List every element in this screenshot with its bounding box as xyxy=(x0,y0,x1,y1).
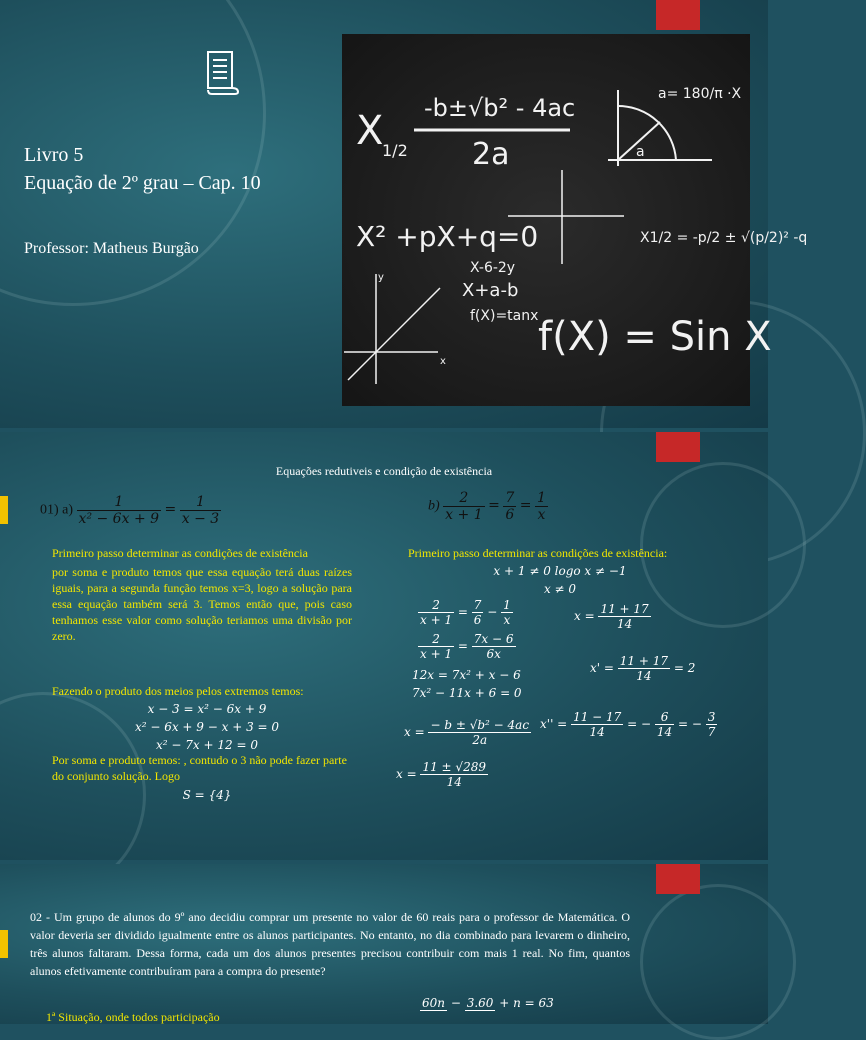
left-equation-3: x² − 7x + 12 = 0 xyxy=(156,738,258,752)
fraction-denominator: x + 1 xyxy=(420,647,453,661)
bhaskara-substituted xyxy=(396,760,488,789)
bb-pq-formula: X1/2 = -p/2 ± √(p/2)² -q xyxy=(640,230,808,246)
left-step1-text: por soma e produto temos que essa equação terá duas raízes iguais, para a segunda função temos x=3, logo a solução para essa equação também será 3. Temos então que, pois caso tenhamos esse valor como solução teriamos uma divisão por zero. xyxy=(52,565,352,643)
bb-equation-b: X+a-b xyxy=(462,280,519,301)
chapter-title: Equação de 2º grau – Cap. 10 xyxy=(24,172,261,194)
fraction-numerator: 1 xyxy=(503,598,511,612)
x-prime-value: = 2 xyxy=(673,661,696,675)
red-accent-bar xyxy=(656,864,700,894)
problem-a-label: 01) a) xyxy=(40,502,74,518)
bhaskara-formula xyxy=(404,718,531,747)
fraction-numerator: 1 xyxy=(77,494,161,511)
slide-equations xyxy=(0,432,768,860)
left-equation-2: x² − 6x + 9 − x + 3 = 0 xyxy=(134,720,280,734)
fraction-numerator: 1 xyxy=(537,490,546,506)
fraction-denominator: 2a xyxy=(472,733,488,747)
left-step3-text: Por soma e produto temos: , contudo o 3 não pode fazer parte do conjunto solução. Logo xyxy=(52,753,347,783)
right-step1-title: Primeiro passo determinar as condições de existência: xyxy=(408,546,668,560)
book-title: Livro 5 xyxy=(24,144,84,166)
decorative-circle xyxy=(640,884,796,1040)
problem-2-text: 02 - Um grupo de alunos do 9º ano decidiu comprar um presente no valor de 60 reais para o professor de Matemática. O valor deveria ser dividido igualmente entre os alunos participantes. No entanto, no dia combinado para levarem o dinheiro, três alunos faltaram. Dessa forma, cada um dos alunos presentes precisou contribuir com mais 1 real. No fim, quantos alunos efetivamente contribuíram para a compra do presente? xyxy=(30,910,630,978)
right-condition-1: x + 1 ≠ 0 logo x ≠ −1 xyxy=(493,564,627,578)
problem-a-right-fraction xyxy=(180,494,221,527)
fraction-denominator: 14 xyxy=(656,725,673,739)
bb-quadratic-numerator: -b±√b² - 4ac xyxy=(424,94,576,122)
first-situation-label: 1ª Situação, onde todos participação xyxy=(46,1010,220,1024)
bb-x-label: X xyxy=(356,108,384,154)
fraction-numerator: 11 + 17 xyxy=(619,654,668,668)
problem-b-fraction-3 xyxy=(535,490,548,523)
fraction-denominator: 14 xyxy=(636,669,652,683)
bb-angle-formula: a= 180/π ·X xyxy=(658,86,742,102)
fraction-denominator: 6 xyxy=(505,507,515,523)
blackboard-image xyxy=(342,34,808,406)
fraction-numerator: 11 + 17 xyxy=(600,602,649,616)
problem-b-fraction-1 xyxy=(443,490,484,523)
left-step2-title: Fazendo o produto dos meios pelos extremos temos: xyxy=(52,684,304,698)
fraction-numerator: 2 xyxy=(443,490,484,507)
problem-2-equation: 60n − 3.60 + n = 63 xyxy=(422,996,554,1010)
yellow-accent-bar xyxy=(0,930,8,958)
fraction-denominator: 6x xyxy=(486,647,501,661)
fraction-numerator: 1 xyxy=(180,494,221,511)
equation-rest: + n = 63 xyxy=(499,996,554,1010)
fraction-numerator: 11 ± √289 xyxy=(422,760,486,774)
fraction-numerator: − b ± √b² − 4ac xyxy=(430,718,530,732)
yellow-accent-bar xyxy=(0,496,8,524)
fraction-numerator: 3 xyxy=(707,710,716,724)
fraction-denominator: x + 1 xyxy=(445,507,483,523)
bhaskara-lhs: x = xyxy=(396,767,417,781)
bb-sin-function: f(X) = Sin X xyxy=(538,314,772,360)
slide-problem-2 xyxy=(0,864,768,1024)
blackboard-drawing xyxy=(342,34,808,406)
book-scroll-icon xyxy=(202,48,242,96)
right-fraction-equation-2: $\frac{2}{x + 1}$ = $\frac{7x - 6}{6x}$ xyxy=(420,632,514,661)
bhaskara-lhs: x = xyxy=(404,725,425,739)
fraction-numerator: 7x − 6 xyxy=(473,632,514,646)
x-prime-first xyxy=(574,602,651,631)
bb-equation-c: f(X)=tanx xyxy=(470,308,539,324)
equals-minus: = − xyxy=(627,717,652,731)
problem-b-fraction-2 xyxy=(503,490,516,523)
fraction-denominator: x xyxy=(537,507,546,523)
bb-angle-label: a xyxy=(636,144,645,160)
fraction-numerator: 7 xyxy=(473,598,482,612)
fraction-denominator: x xyxy=(503,613,511,627)
x-prime-lhs: x' = xyxy=(590,661,614,675)
problem-b: b) $\frac{2}{x + 1}$ = $\frac{7}{6}$ = $\frac{1}{x}$ xyxy=(428,490,546,523)
equals-minus: = − xyxy=(678,717,702,731)
bb-quadratic-denominator: 2a xyxy=(472,137,510,172)
problem-a-left-fraction xyxy=(77,494,161,527)
bb-pq-equation: X² +pX+q=0 xyxy=(356,220,539,253)
red-accent-bar xyxy=(656,0,700,30)
fraction-numerator: 2 xyxy=(418,598,454,613)
problem-a: 01) a) $\frac{1}{\text{x² − 6x + 9}}$ = $\frac{1}{x - 3}$ xyxy=(40,494,220,527)
right-equation-1: 12x = 7x² + x − 6 xyxy=(412,668,521,682)
fraction-denominator: 14 xyxy=(589,725,605,739)
fraction-denominator: x − 3 xyxy=(181,511,220,527)
bb-axis-y: y xyxy=(378,272,384,283)
red-accent-bar xyxy=(656,432,700,462)
fraction-denominator: 6 xyxy=(473,613,482,627)
right-equation-2: 7x² − 11x + 6 = 0 xyxy=(412,686,522,700)
professor-name: Professor: Matheus Burgão xyxy=(24,240,199,257)
x-prime-result xyxy=(590,654,695,683)
x-second-lhs: x'' = xyxy=(540,717,568,731)
fraction-denominator: x² − 6x + 9 xyxy=(78,511,160,527)
right-fraction-equation: $\frac{2}{x + 1}$ = $\frac{7}{6}$ − $\frac{1}{x}$ xyxy=(420,598,511,627)
left-equation-1: x − 3 = x² − 6x + 9 xyxy=(147,702,267,716)
fraction-denominator: 14 xyxy=(446,775,462,789)
slide-title xyxy=(0,0,808,428)
left-solution: S = {4} xyxy=(182,788,232,802)
right-condition-2: x ≠ 0 xyxy=(543,582,577,596)
fraction-numerator: 3.60 xyxy=(466,996,494,1010)
fraction-numerator: 7 xyxy=(505,490,515,506)
decorative-circle xyxy=(640,462,806,628)
bb-x-subscript: 1/2 xyxy=(382,141,408,160)
slide-header: Equações redutiveis e condição de existência xyxy=(275,464,493,478)
fraction-denominator: 7 xyxy=(707,725,716,739)
left-step1-title: Primeiro passo determinar as condições de existência xyxy=(52,546,308,560)
x-second-result xyxy=(540,710,717,739)
fraction-denominator: 14 xyxy=(616,617,633,631)
fraction-numerator: 2 xyxy=(418,632,454,647)
fraction-numerator: 60n xyxy=(422,996,445,1010)
fraction-numerator: 6 xyxy=(655,710,674,725)
fraction-denominator: x + 1 xyxy=(420,613,453,627)
problem-b-label: b) xyxy=(428,498,440,514)
bb-equation-a: X-6-2y xyxy=(470,260,516,276)
fraction-numerator: 11 − 17 xyxy=(573,710,622,724)
x-prime-lhs: x = xyxy=(574,609,595,623)
bb-axis-x: x xyxy=(440,356,446,367)
